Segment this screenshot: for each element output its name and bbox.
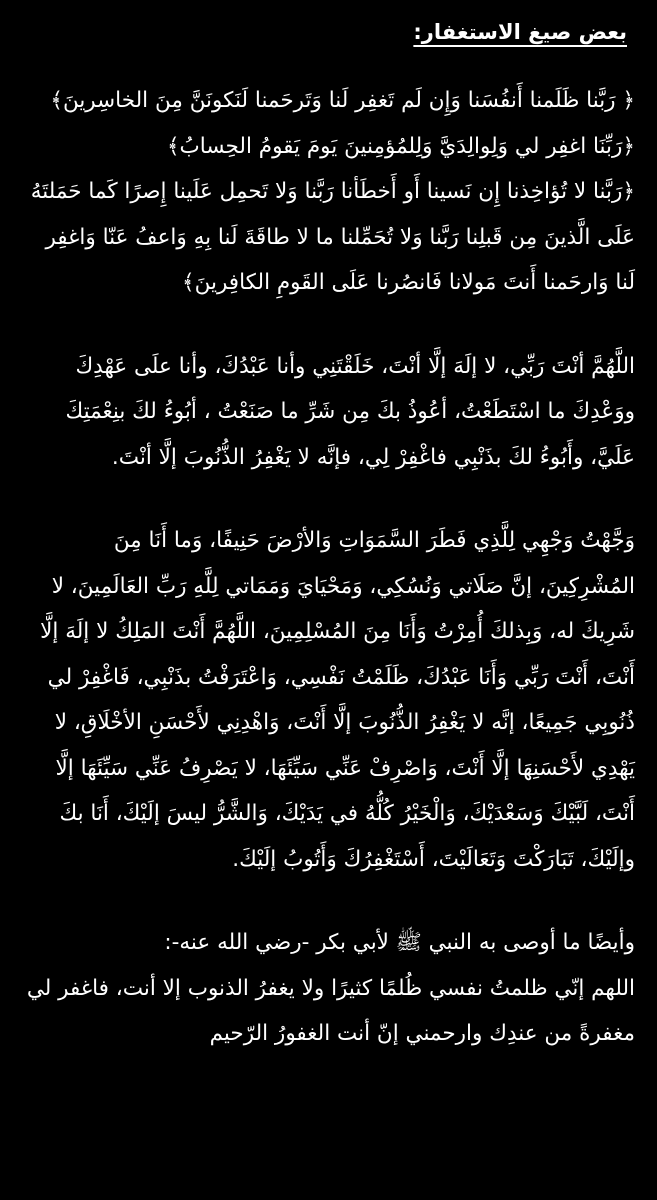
opening-dua-text: وَجَّهْتُ وَجْهِي لِلَّذِي فَطَرَ السَّمَوَاتِ وَالأرْضَ حَنِيفًا، وَما أَنَا مِنَ المُشْرِكِينَ، إنَّ صَلَاتي وَنُسُكِي، وَمَحْيَايَ وَمَمَاتي لِلَّهِ رَبِّ العَالَمِينَ، لا شَرِيكَ له، وَبِذلكَ أُمِرْتُ وَأَنَا مِنَ المُسْلِمِينَ، اللَّهُمَّ أَنْتَ المَلِكُ لا إلَهَ إلَّا أَنْتَ، أَنْتَ رَبِّي وَأَنَا عَبْدُكَ، ظَلَمْتُ نَفْسِي، وَاعْتَرَفْتُ بذَنْبِي، فَاغْفِرْ لي ذُنُوبِي جَمِيعًا، إنَّه لا يَغْفِرُ الذُّنُوبَ إلَّا أَنْتَ، وَاهْدِنِي لأَحْسَنِ الأخْلَاقِ، لا يَهْدِي لأَحْسَنِهَا إلَّا أَنْتَ، وَاصْرِفْ عَنِّي سَيِّئَهَا، لا يَصْرِفُ عَنِّي سَيِّئَهَا إلَّا أَنْتَ، لَبَّيْكَ وَسَعْدَيْكَ، وَالْخَيْرُ كُلُّهُ في يَدَيْكَ، وَالشَّرُّ ليسَ إلَيْكَ، أَنَا بكَ وإلَيْكَ، تَبَارَكْتَ وَتَعَالَيْتَ، أَسْتَغْفِرُكَ وَأَتُوبُ إلَيْكَ. xyxy=(40,528,635,872)
quran-duas-section xyxy=(22,78,635,306)
abubakr-dua-section xyxy=(22,920,635,1057)
quran-dua-3: ﴿رَبَّنا لا تُؤاخِذنا إِن نَسينا أَو أَخطَأنا رَبَّنا وَلا تَحمِل عَلَينا إِصرًا كَما حَمَلتَهُ عَلَى الَّذينَ مِن قَبلِنا رَبَّنا وَلا تُحَمِّلنا ما لا طاقَةَ لَنا بِهِ وَاعفُ عَنّا وَاغفِر لَنا وَارحَمنا أَنتَ مَولانا فَانصُرنا عَلَى القَومِ الكافِرينَ﴾ xyxy=(30,179,635,295)
sayyid-istighfar-text: اللَّهُمَّ أنْتَ رَبِّي، لا إلَهَ إلَّا أنْتَ، خَلَقْتَنِي وأنا عَبْدُكَ، وأنا علَى عَهْدِكَ ووَعْدِكَ ما اسْتَطَعْتُ، أعُوذُ بكَ مِن شَرِّ ما صَنَعْتُ ، أبُوءُ لكَ بنِعْمَتِكَ عَلَيَّ، وأَبُوءُ لكَ بذَنْبِي فاغْفِرْ لِي، فإنَّه لا يَغْفِرُ الذُّنُوبَ إلَّا أنْتَ. xyxy=(65,353,635,470)
sayyid-istighfar-section xyxy=(22,344,635,481)
quran-dua-1: ﴿ رَبَّنا ظَلَمنا أَنفُسَنا وَإِن لَم تَغفِر لَنا وَتَرحَمنا لَنَكونَنَّ مِنَ الخاسِرينَ﴾ xyxy=(50,88,635,113)
quran-dua-2: ﴿رَبِّنَا اغفِر لي وَلِوالِدَيَّ وَلِلمُؤمِنينَ يَومَ يَقومُ الحِسابُ﴾ xyxy=(166,133,635,159)
page-title: بعض صيغ الاستغفار: xyxy=(413,20,627,44)
abubakr-intro: وأيضًا ما أوصى به النبي ﷺ لأبي بكر -رضي الله عنه-: xyxy=(164,930,635,955)
opening-dua-section xyxy=(22,518,635,882)
abubakr-dua-text: اللهم إنّي ظلمتُ نفسي ظُلمًا كثيرًا ولا يغفرُ الذنوب إلا أنت، فاغفر لي مغفرةً من عندِك وارحمني إنّ أنت الغفورُ الرّحيم xyxy=(26,975,635,1046)
